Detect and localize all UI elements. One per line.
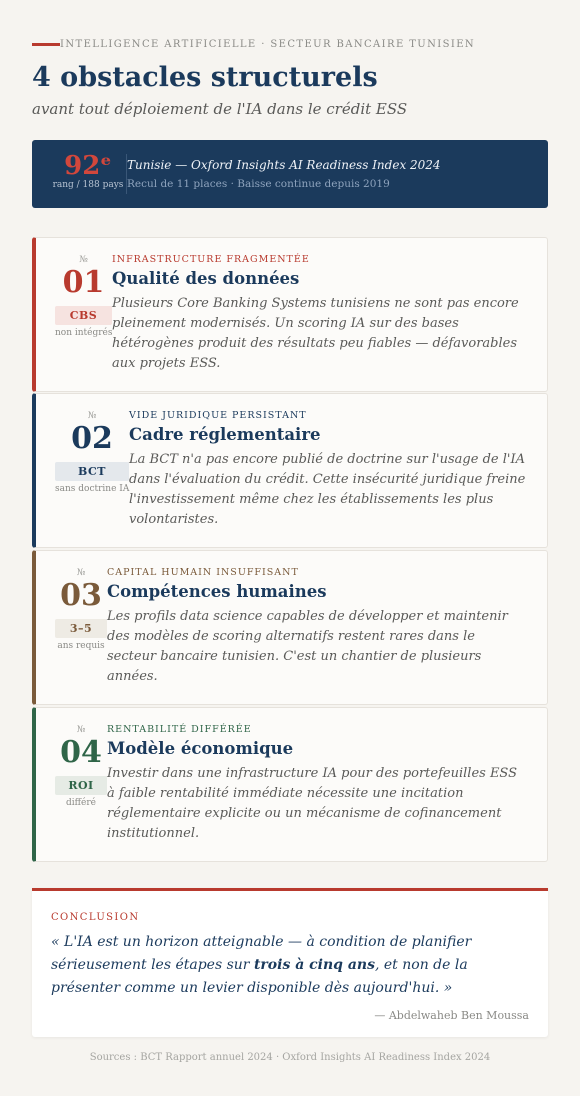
obstacle-badge-label: sans doctrine IA: [55, 484, 130, 494]
obstacle-badge: BCT: [55, 462, 129, 481]
obstacle-kicker: CAPITAL HUMAIN INSUFFISANT: [107, 567, 299, 578]
obstacle-badge-label: ans requis: [57, 641, 105, 651]
page-subtitle: avant tout déploiement de l'IA dans le crédit ESS: [32, 100, 408, 118]
obstacle-body: [107, 764, 542, 844]
number-column: [55, 410, 129, 494]
obstacle-title: Compétences humaines: [107, 582, 327, 601]
obstacle-body: [112, 294, 537, 374]
body-line: institutionnel.: [107, 826, 200, 841]
number-column: [55, 567, 107, 651]
number-column: [55, 254, 112, 338]
obstacle-kicker: RENTABILITÉ DIFFÉRÉE: [107, 724, 252, 735]
body-line: à faible rentabilité immédiate nécessite une incitation: [107, 786, 464, 801]
quote-emphasis: trois à cinq ans: [253, 957, 375, 973]
obstacle-title: Modèle économique: [107, 739, 294, 758]
obstacle-card-2: [32, 393, 548, 548]
body-line: Investir dans une infrastructure IA pour des portefeuilles ESS: [107, 766, 518, 781]
page-title: 4 obstacles structurels: [32, 62, 378, 93]
obstacle-body: [129, 450, 539, 530]
quote-text: , et non de la présenter comme un levier disponible dès aujourd'hui. »: [51, 957, 468, 996]
obstacle-number: 04: [60, 735, 102, 770]
number-symbol: №: [76, 568, 86, 578]
obstacle-title: Cadre réglementaire: [129, 425, 321, 444]
stat-banner: [32, 140, 548, 208]
sources-footnote: Sources : BCT Rapport annuel 2024 · Oxford Insights AI Readiness Index 2024: [89, 1052, 491, 1063]
body-line: l'investissement même chez les établissements les plus: [129, 492, 494, 507]
number-column: [55, 724, 107, 808]
body-line: dans l'évaluation du crédit. Cette insécurité juridique freine: [129, 472, 526, 487]
body-line: années.: [107, 669, 158, 684]
obstacle-kicker: INFRASTRUCTURE FRAGMENTÉE: [112, 254, 310, 265]
body-line: aux projets ESS.: [112, 356, 221, 371]
obstacle-badge: ROI: [55, 776, 107, 795]
obstacle-body: [107, 607, 537, 687]
body-line: Plusieurs Core Banking Systems tunisiens ne sont pas encore: [112, 296, 519, 311]
number-symbol: №: [87, 411, 97, 421]
stat-block: [50, 152, 126, 190]
body-line: volontaristes.: [129, 512, 219, 527]
stat-value: 92ᵉ: [64, 151, 112, 181]
body-line: La BCT n'a pas encore publié de doctrine sur l'usage de l'IA: [129, 452, 525, 467]
body-line: Les profils data science capables de développer et maintenir: [107, 609, 508, 624]
obstacle-badge-label: différé: [66, 798, 96, 808]
body-line: secteur bancaire tunisien. C'est un chantier de plusieurs: [107, 649, 482, 664]
conclusion-quote: [51, 931, 521, 1000]
stat-label: rang / 188 pays: [52, 180, 124, 190]
obstacle-badge: CBS: [55, 306, 112, 325]
quote-author: — Abdelwaheb Ben Moussa: [374, 1009, 529, 1022]
obstacle-kicker: VIDE JURIDIQUE PERSISTANT: [129, 410, 307, 421]
body-line: hétérogènes produit des résultats peu fiables — défavorables: [112, 336, 518, 351]
eyebrow-text: INTELLIGENCE ARTIFICIELLE · SECTEUR BANCAIRE TUNISIEN: [60, 39, 476, 50]
obstacle-badge-label: non intégrés: [55, 328, 113, 338]
body-line: pleinement modernisés. Un scoring IA sur des bases: [112, 316, 459, 331]
body-line: des modèles de scoring alternatifs restent rares dans le: [107, 629, 475, 644]
number-symbol: №: [76, 725, 86, 735]
obstacle-card-1: [32, 237, 548, 392]
obstacle-card-4: [32, 707, 548, 862]
obstacle-badge: 3–5: [55, 619, 107, 638]
obstacle-card-3: [32, 550, 548, 705]
obstacle-title: Qualité des données: [112, 269, 300, 288]
eyebrow-accent-bar: [32, 43, 60, 46]
body-line: réglementaire explicite ou un mécanisme de cofinancement: [107, 806, 502, 821]
conclusion-box: [32, 888, 548, 1037]
quote-text: « L'IA est un horizon atteignable — à condition de planifier sérieusement les étapes sur: [51, 934, 472, 973]
banner-subline: Recul de 11 places · Baisse continue depuis 2019: [127, 178, 390, 190]
obstacle-number: 02: [71, 421, 113, 456]
eyebrow: [32, 39, 548, 51]
banner-headline: Tunisie — Oxford Insights AI Readiness Index 2024: [127, 158, 441, 172]
obstacle-number: 03: [60, 578, 102, 613]
conclusion-label: CONCLUSION: [51, 912, 140, 923]
obstacle-number: 01: [62, 265, 105, 300]
number-symbol: №: [79, 255, 88, 265]
